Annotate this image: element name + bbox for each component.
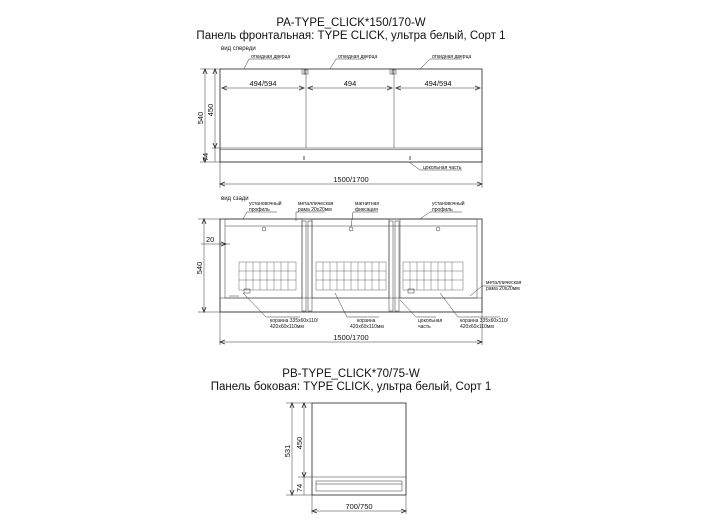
basket-center [316,262,386,290]
dim-width-right: 494/594 [424,79,452,88]
dim-back-overall-width: 1500/1700 [333,333,369,342]
door-label: откидная дверца [432,54,472,60]
dim-height-total: 540 [196,111,205,125]
front-plinth [220,148,482,162]
dim-back-offset: 20 [206,235,215,244]
dim-height-upper: 450 [206,103,215,117]
magnet-label: фиксация [355,207,378,213]
plinth-back-label: часть [418,324,431,330]
profile-label: профиль [432,207,453,213]
dim-width-center: 494 [343,79,357,88]
back-post [395,221,399,311]
basket-left-label: корзина 335х60х110/ [270,318,319,324]
side-frame-label: металлическая [486,280,522,286]
profile-label: профиль [249,207,270,213]
dim-side-width: 700/750 [345,502,373,511]
profile-label: установочный [432,201,465,207]
magnet-icon [349,227,353,231]
dim-overall-width: 1500/1700 [333,175,369,184]
side-panel-name: Панель боковая: TYPE CLICK, ультра белый, Сорт 1 [210,381,492,393]
plinth-back-label: цокольная [418,318,443,324]
dim-side-height-plinth: 74 [295,483,304,493]
basket-right-label: 420х60х110мм [460,324,494,330]
back-post [308,221,312,311]
frame-label: рама 20х20мм [298,207,332,213]
dim-side-height-total: 531 [283,444,292,458]
frame-label: металлическая [298,201,334,207]
front-panel-name: Панель фронтальная: TYPE CLICK, ультра белый, Сорт 1 [196,30,506,42]
magnet-icon [262,227,266,231]
plinth-label: цокольная часть [423,165,462,171]
basket-left [239,262,296,290]
magnet-icon [436,227,440,231]
dim-height-plinth: 74 [201,152,210,162]
door-label: откидная дверца [338,54,378,60]
dim-width-left: 494/594 [249,79,277,88]
dim-side-height-upper: 450 [295,436,304,450]
door-label: откидная дверца [251,54,291,60]
side-plinth [316,481,402,491]
side-panel-code: PB-TYPE_CLICK*70/75-W [282,368,420,380]
front-panel-code: PA-TYPE_CLICK*150/170-W [276,17,426,29]
side-panel-view [283,403,406,514]
basket-center-label: корзина [357,318,376,324]
magnet-label: магнитная [355,201,380,207]
profile-label: установочный [249,201,282,207]
basket-center-label: 420х60х110мм [350,324,384,330]
basket-left-label: 420х60х110мм [270,324,304,330]
front-view [196,46,482,188]
back-view [195,196,522,345]
basket-right [403,262,463,290]
back-post [302,221,306,311]
side-frame-label: рама 20х20мм [486,286,520,292]
back-view-caption: вид сзади [221,196,249,202]
front-view-caption: вид спереди [221,46,256,52]
basket-right-label: корзина 335х60х110/ [460,318,509,324]
back-post [389,221,393,311]
dim-back-height: 540 [195,261,204,275]
